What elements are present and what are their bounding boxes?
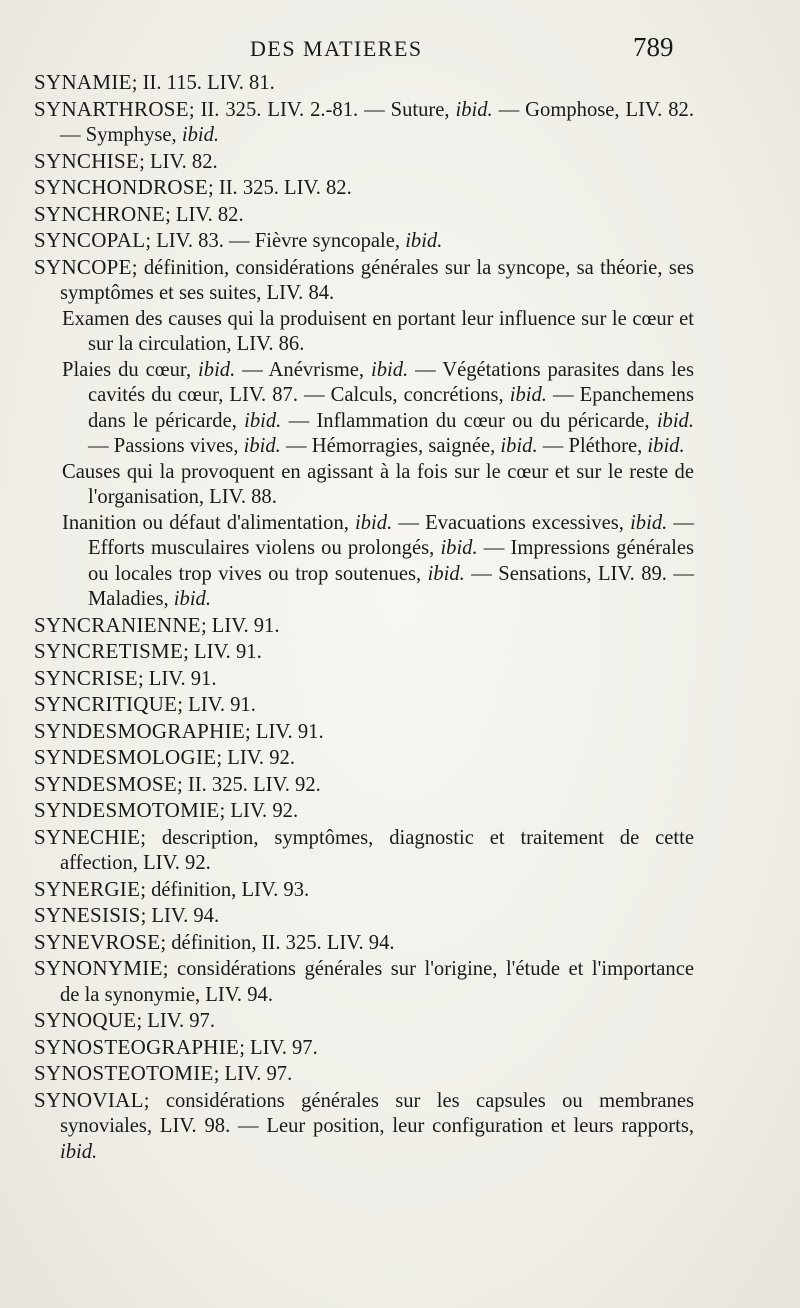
entry-text: ; LIV. 82. (139, 150, 218, 173)
entry-term: SYNAMIE (34, 70, 132, 94)
entry-text: ; LIV. 91. (200, 614, 280, 637)
entry-term: SYNCHONDROSE (34, 175, 208, 199)
subentry-text: Plaies du cœur, ibid. — Anévrisme, ibid. — Végétations parasites dans les cavités du cœur, LIV. 87. — Calculs, concrétions, ibid. — Epanchemens dans le péricarde, ibid. — Inflammation du cœur ou du péricarde, ibid. — Passions vives, ibid. — Hémorragies, saignée, ibid. — Pléthore, ibid. (62, 358, 695, 457)
entry-text: ; LIV. 91. (137, 667, 217, 690)
entry-term: SYNECHIE (34, 824, 141, 849)
index-subentry (34, 358, 694, 460)
entry-text: ; LIV. 91. (183, 641, 262, 663)
entry-text: ; considérations générales sur les capsules ou membranes synoviales, LIV. 98. — Leur position, leur configuration et leurs rapports, ibid. (60, 1089, 694, 1163)
running-head: DES MATIERES (250, 36, 423, 61)
entry-term: SYNESISIS (34, 903, 141, 927)
entry-text: ; LIV. 97. (136, 1010, 216, 1032)
subentry-text: Examen des causes qui la produisent en portant leur influence sur le cœur et sur la circulation, LIV. 86. (62, 307, 694, 355)
entry-text: ; LIV. 94. (140, 905, 220, 927)
index-subentry (34, 511, 694, 613)
entry-term: SYNOSTEOTOMIE (34, 1061, 214, 1085)
index-entry (34, 1035, 694, 1062)
entry-text: ; LIV. 97. (213, 1063, 293, 1085)
entry-text: ; considérations générales sur l'origine, l'étude et l'importance de la synonymie, LIV. 94. (60, 958, 694, 1006)
entry-text: ; LIV. 91. (245, 720, 324, 743)
index-entry (34, 956, 694, 1008)
index-entry (34, 930, 694, 957)
subentry-text: Inanition ou défaut d'alimentation, ibid. — Evacuations excessives, ibid. — Efforts musculaires violens ou prolongés, ibid. — Impressions générales ou locales trop vives ou trop soutenues, ibid. — Sensations, LIV. 89. — Maladies, ibid. (62, 511, 694, 610)
entry-text: ; II. 325. LIV. 82. (207, 177, 352, 199)
index-entry (34, 1008, 694, 1035)
entry-term: SYNARTHROSE (34, 96, 189, 121)
entry-text: ; définition, considérations générales sur la syncope, sa théorie, ses symptômes et ses suites, LIV. 84. (60, 256, 694, 304)
index-entry (34, 70, 694, 97)
index-entry (34, 175, 694, 202)
entry-term: SYNOSTEOGRAPHIE (34, 1034, 240, 1059)
index-entry (34, 97, 694, 149)
entry-term: SYNDESMOLOGIE (34, 745, 217, 769)
entry-text: ; LIV. 83. — Fièvre syncopale, ibid. (145, 230, 443, 252)
entry-text: ; LIV. 82. (165, 203, 244, 226)
index-entry (34, 228, 694, 255)
index-entry (34, 202, 694, 229)
index-entry (34, 825, 694, 877)
subentry-text: Causes qui la provoquent en agissant à la fois sur le cœur et sur le reste de l'organisation, LIV. 88. (62, 460, 694, 508)
entry-text: ; description, symptômes, diagnostic et traitement de cette affection, LIV. 92. (60, 826, 694, 874)
entry-text: ; II. 325. LIV. 92. (177, 773, 321, 796)
entry-text: ; II. 115. LIV. 81. (131, 72, 275, 94)
index-entry (34, 745, 694, 772)
index-entry (34, 719, 694, 746)
entry-term: SYNCHRONE (34, 201, 166, 226)
entry-term: SYNEVROSE (34, 929, 161, 954)
entry-text: ; LIV. 91. (177, 694, 256, 716)
page-number: 789 (633, 32, 674, 62)
index-entry (34, 666, 694, 693)
entry-term: SYNOVIAL (34, 1087, 144, 1112)
entry-text: ; II. 325. LIV. 2.-81. — Suture, ibid. — Gomphose, LIV. 82. — Symphyse, ibid. (60, 98, 694, 146)
entry-text: ; LIV. 92. (216, 747, 295, 769)
entry-text: ; LIV. 92. (219, 800, 299, 822)
entry-term: SYNCOPE (34, 254, 132, 279)
entry-term: SYNCRITIQUE (34, 692, 178, 716)
entry-term: SYNCRANIENNE (34, 612, 201, 637)
entry-term: SYNCHISE (34, 148, 140, 173)
index-entry (34, 692, 694, 719)
entry-term: SYNONYMIE (34, 956, 163, 980)
index-subentry (34, 307, 694, 358)
entry-term: SYNDESMOGRAPHIE (34, 718, 246, 743)
index-entry (34, 877, 694, 904)
entry-term: SYNCRISE (34, 665, 138, 690)
index-entry (34, 255, 694, 307)
index-entry (34, 1088, 694, 1166)
index-entry (34, 149, 694, 176)
entry-text: ; définition, II. 325. LIV. 94. (160, 931, 395, 954)
entry-term: SYNDESMOTOMIE (34, 798, 220, 822)
index-entry (34, 903, 694, 930)
index-subentry (34, 460, 694, 511)
entry-text: ; LIV. 97. (239, 1036, 318, 1059)
entry-term: SYNDESMOSE (34, 771, 178, 796)
index-entry (34, 613, 694, 640)
index-entry (34, 639, 694, 666)
index-entry (34, 772, 694, 799)
entry-text: ; définition, LIV. 93. (140, 878, 310, 901)
entry-term: SYNOQUE (34, 1008, 137, 1032)
entry-term: SYNCRETISME (34, 639, 184, 663)
entry-term: SYNERGIE (34, 876, 141, 901)
entry-term: SYNCOPAL (34, 228, 146, 252)
index-entries (34, 70, 694, 1165)
index-entry (34, 798, 694, 825)
page-header (0, 32, 800, 72)
index-entry (34, 1061, 694, 1088)
